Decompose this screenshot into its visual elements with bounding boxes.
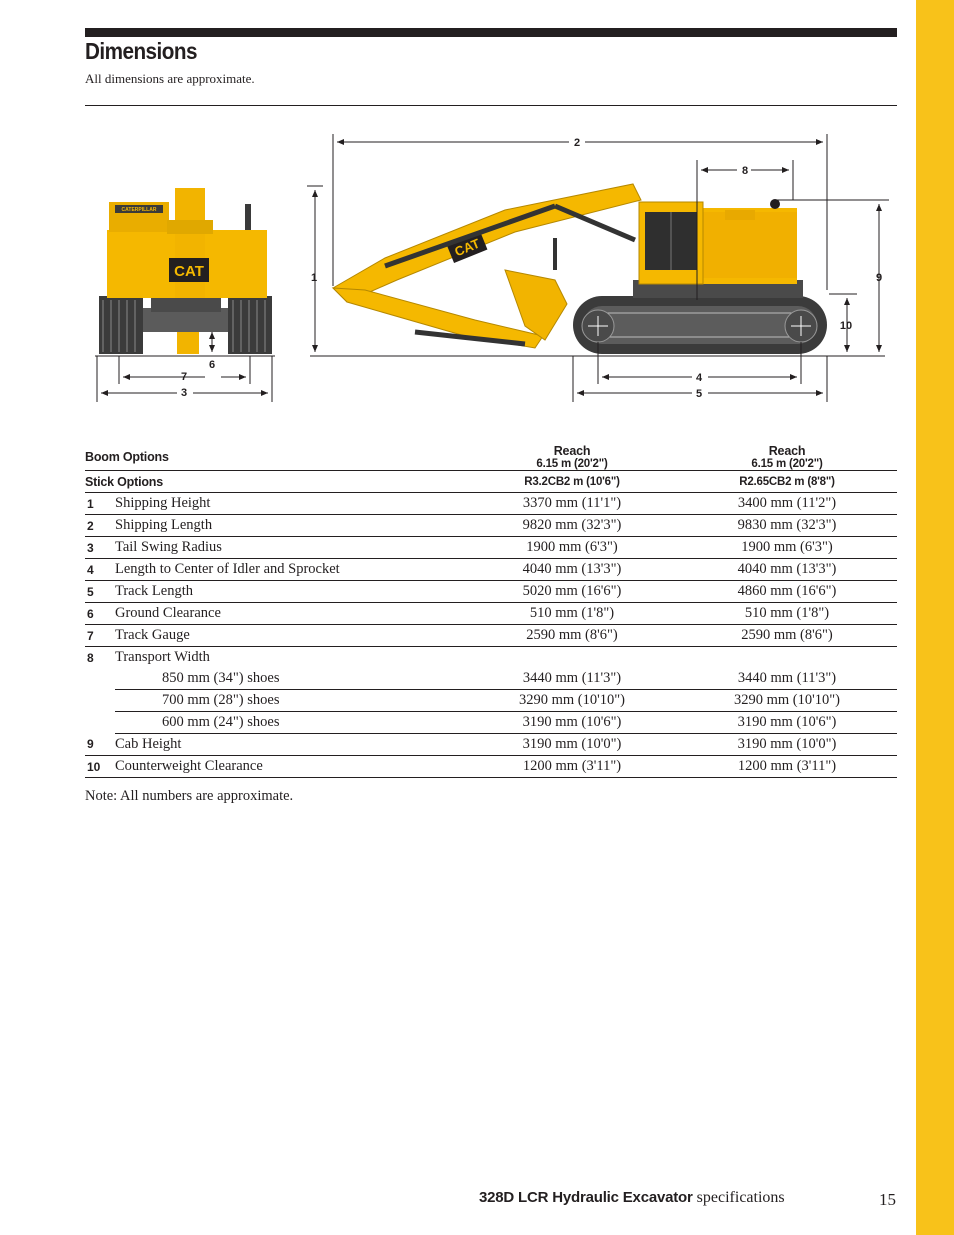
callout-3: 3 [180,387,188,399]
row-label: Cab Height [115,734,467,756]
row-label: Counterweight Clearance [115,756,467,778]
table-row [85,603,897,625]
row-number: 10 [85,756,115,778]
front-brand-name: CATERPILLAR [121,207,157,213]
callout-9: 9 [875,272,883,284]
side-cat-logo: CAT [452,235,482,260]
value-col1: 1900 mm (6'3") [467,537,677,559]
yellow-side-bar [916,0,954,1235]
value-col2: 1200 mm (3'11") [677,756,897,778]
row-number: 4 [85,559,115,581]
callout-4: 4 [695,372,703,384]
value-col1: 1200 mm (3'11") [467,756,677,778]
callout-6: 6 [208,359,216,371]
row-number [85,668,115,690]
excavator-drawing [85,120,897,410]
front-view-excavator [99,188,272,354]
stick-col1: R3.2CB2 m (10'6") [467,471,677,493]
boom-col1-header [467,444,677,471]
dimension-diagram [85,120,897,410]
row-label: Length to Center of Idler and Sprocket [115,559,467,581]
row-label: Track Length [115,581,467,603]
value-col1: 3370 mm (11'1") [467,493,677,515]
page-title: Dimensions [85,38,197,64]
callout-5: 5 [695,388,703,400]
table-subrow [85,668,897,690]
boom-col2-size: 6.15 m (20'2") [751,458,823,470]
table-row [85,559,897,581]
row-number: 2 [85,515,115,537]
page-number: 15 [879,1190,896,1209]
table-subrow [85,712,897,734]
value-col2: 3400 mm (11'2") [677,493,897,515]
value-col1: 3290 mm (10'10") [467,690,677,712]
stick-options-row [85,471,897,493]
callout-1: 1 [310,272,318,284]
boom-col1-type: Reach [553,444,591,458]
value-col2 [677,647,897,669]
value-col2: 510 mm (1'8") [677,603,897,625]
row-label: Shipping Height [115,493,467,515]
table-row [85,756,897,778]
side-view-excavator [333,184,827,354]
row-number: 8 [87,650,94,665]
boom-col2-type: Reach [768,444,806,458]
boom-options-row [85,444,897,471]
header-rule-thin [85,105,897,106]
value-col2: 3290 mm (10'10") [677,690,897,712]
value-col1: 5020 mm (16'6") [467,581,677,603]
table-subrow [85,690,897,712]
callout-7: 7 [180,371,188,383]
value-col2: 4040 mm (13'3") [677,559,897,581]
callout-2: 2 [573,137,581,149]
row-label: Transport Width [115,649,210,665]
header-rule-thick [85,28,897,37]
row-number: 5 [85,581,115,603]
value-col2: 2590 mm (8'6") [677,625,897,647]
row-label: 850 mm (34") shoes [115,668,467,690]
row-number: 1 [85,493,115,515]
value-col1: 4040 mm (13'3") [467,559,677,581]
table-row [85,734,897,756]
stick-col2: R2.65CB2 m (8'8") [677,471,897,493]
row-number: 7 [85,625,115,647]
row-number: 3 [85,537,115,559]
value-col2: 3190 mm (10'6") [677,712,897,734]
row-label: Track Gauge [115,625,467,647]
row-label: Tail Swing Radius [115,537,467,559]
table-row [85,581,897,603]
row-number [85,690,115,712]
value-col1: 9820 mm (32'3") [467,515,677,537]
boom-options-label: Boom Options [85,450,169,464]
value-col2: 3440 mm (11'3") [677,668,897,690]
table-row [85,647,897,669]
value-col2: 9830 mm (32'3") [677,515,897,537]
stick-options-label: Stick Options [85,471,467,493]
footer-product: 328D LCR Hydraulic Excavator [479,1189,693,1206]
page-subtitle: All dimensions are approximate. [85,71,255,86]
row-label: 700 mm (28") shoes [115,690,467,712]
row-label: 600 mm (24") shoes [115,712,467,734]
table-row [85,493,897,515]
dimensions-table [85,444,897,778]
row-number: 6 [85,603,115,625]
value-col2: 1900 mm (6'3") [677,537,897,559]
value-col1: 3190 mm (10'0") [467,734,677,756]
value-col1: 510 mm (1'8") [467,603,677,625]
callout-8: 8 [741,165,749,177]
boom-col2-header [677,444,897,471]
row-label: Shipping Length [115,515,467,537]
value-col1: 3190 mm (10'6") [467,712,677,734]
table-row [85,537,897,559]
footnote: Note: All numbers are approximate. [85,788,294,804]
boom-col1-size: 6.15 m (20'2") [536,458,608,470]
value-col1: 2590 mm (8'6") [467,625,677,647]
row-number: 9 [85,734,115,756]
value-col1 [467,647,677,669]
table-row [85,625,897,647]
row-label: Ground Clearance [115,603,467,625]
table-row [85,515,897,537]
value-col2: 4860 mm (16'6") [677,581,897,603]
value-col1: 3440 mm (11'3") [467,668,677,690]
footer-suffix: specifications [696,1189,785,1206]
footer-title [479,1189,785,1207]
value-col2: 3190 mm (10'0") [677,734,897,756]
front-cat-logo: CAT [174,263,204,280]
row-number [85,712,115,734]
callout-10: 10 [839,320,853,332]
